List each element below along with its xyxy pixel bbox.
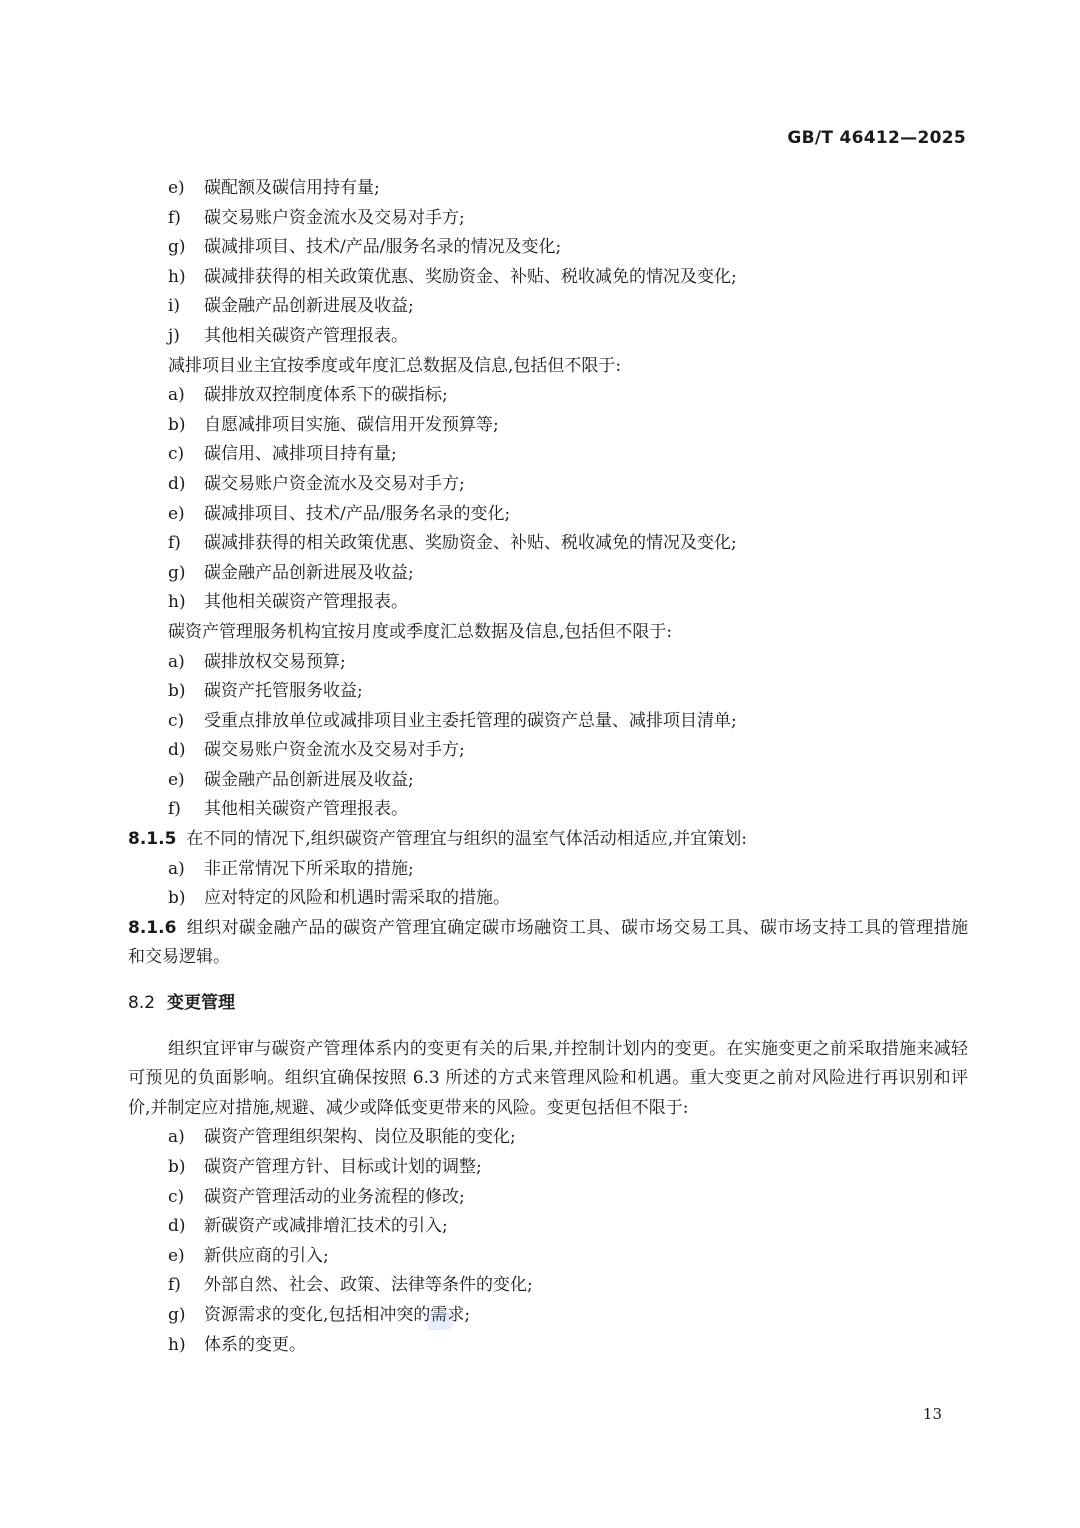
list-item <box>128 1242 968 1272</box>
list-item <box>128 677 968 707</box>
list-item-text: 碳交易账户资金流水及交易对手方; <box>204 740 465 761</box>
list-item <box>128 588 968 618</box>
watermark-icon <box>424 1306 458 1336</box>
list-item <box>128 736 968 766</box>
list-item-text: 其他相关碳资产管理报表。 <box>204 325 408 346</box>
list-item-label: b) <box>168 888 186 909</box>
list-item-text: 资源需求的变化,包括相冲突的需求; <box>204 1304 471 1325</box>
list-item <box>128 233 968 263</box>
list-item <box>128 440 968 470</box>
list-item-text: 其他相关碳资产管理报表。 <box>204 799 408 820</box>
list-item-label: g) <box>168 1304 186 1325</box>
list-item-label: j) <box>168 325 180 346</box>
list-item-label: b) <box>168 414 186 435</box>
list-item-text: 体系的变更。 <box>204 1334 306 1355</box>
clause-8-1-5 <box>128 825 968 855</box>
list-item-text: 碳减排项目、技术/产品/服务名录的变化; <box>204 503 511 524</box>
list-item-text: 其他相关碳资产管理报表。 <box>204 592 408 613</box>
clause-8-1-6 <box>128 914 968 973</box>
list-item-label: c) <box>168 1186 185 1207</box>
clause-text: 在不同的情况下,组织碳资产管理宜与组织的温室气体活动相适应,并宜策划: <box>186 829 747 850</box>
paragraph-service-agency: 碳资产管理服务机构宜按月度或季度汇总数据及信息,包括但不限于: <box>168 621 673 642</box>
list-item-text: 碳减排获得的相关政策优惠、奖励资金、补贴、税收减免的情况及变化; <box>204 533 737 554</box>
list-item-label: b) <box>168 681 186 702</box>
list-item-label: a) <box>168 385 185 406</box>
list-item <box>128 1212 968 1242</box>
list-item-text: 碳金融产品创新进展及收益; <box>204 296 414 317</box>
list-item-text: 自愿减排项目实施、碳信用开发预算等; <box>204 414 499 435</box>
list-item-label: c) <box>168 710 185 731</box>
list-item-label: e) <box>168 769 185 790</box>
list-item-label: d) <box>168 473 186 494</box>
list-item <box>128 1301 968 1331</box>
list-item-text: 碳配额及碳信用持有量; <box>204 178 380 198</box>
list-item <box>128 707 968 737</box>
clause-text: 组织对碳金融产品的碳资产管理宜确定碳市场融资工具、碳市场交易工具、碳市场支持工具的管理措施和交易逻辑。 <box>128 917 968 968</box>
list-item <box>128 411 968 441</box>
list-group-5 <box>128 1123 968 1360</box>
list-item-text: 碳金融产品创新进展及收益; <box>204 562 414 583</box>
list-item <box>128 381 968 411</box>
list-item-label: a) <box>168 858 185 879</box>
list-item <box>128 1153 968 1183</box>
list-item-label: f) <box>168 799 181 820</box>
list-item <box>128 470 968 500</box>
list-item-label: b) <box>168 1157 186 1177</box>
list-item-text: 碳交易账户资金流水及交易对手方; <box>204 473 465 494</box>
list-item-label: d) <box>168 740 186 761</box>
list-item-label: h) <box>168 592 186 613</box>
list-item <box>128 795 968 825</box>
clause-number: 8.1.6 <box>128 917 177 938</box>
clause-number: 8.1.5 <box>128 829 177 850</box>
list-item-text: 碳资产管理组织架构、岗位及职能的变化; <box>204 1127 516 1148</box>
list-item <box>128 1271 968 1301</box>
list-item-label: e) <box>168 178 185 198</box>
list-group-1 <box>128 174 968 352</box>
list-item <box>128 1183 968 1213</box>
list-item <box>128 529 968 559</box>
list-item-label: g) <box>168 562 186 583</box>
paragraph-emission-project-owner: 减排项目业主宜按季度或年度汇总数据及信息,包括但不限于: <box>168 355 622 376</box>
list-item-text: 非正常情况下所采取的措施; <box>204 858 414 879</box>
list-item-text: 新碳资产或减排增汇技术的引入; <box>204 1216 448 1237</box>
list-item-label: d) <box>168 1216 186 1237</box>
section-heading-8-2 <box>128 989 968 1019</box>
standard-code: GB/T 46412—2025 <box>787 128 966 148</box>
list-item-text: 碳金融产品创新进展及收益; <box>204 769 414 790</box>
list-item-text: 外部自然、社会、政策、法律等条件的变化; <box>204 1275 533 1296</box>
list-item-text: 碳信用、减排项目持有量; <box>204 444 397 465</box>
list-item <box>128 204 968 234</box>
list-item-label: a) <box>168 651 185 672</box>
list-item <box>128 263 968 293</box>
list-item-text: 受重点排放单位或减排项目业主委托管理的碳资产总量、减排项目清单; <box>204 710 737 731</box>
list-item-label: f) <box>168 533 181 554</box>
list-item <box>128 322 968 352</box>
list-group-2 <box>128 381 968 618</box>
list-item <box>128 1123 968 1153</box>
list-group-3 <box>128 648 968 826</box>
list-item-text: 应对特定的风险和机遇时需采取的措施。 <box>204 888 510 909</box>
page-content <box>128 174 968 1360</box>
list-item-text: 碳资产管理活动的业务流程的修改; <box>204 1186 465 1207</box>
list-item-text: 碳交易账户资金流水及交易对手方; <box>204 207 465 228</box>
list-item <box>128 559 968 589</box>
section-number: 8.2 <box>128 993 156 1014</box>
page-number: 13 <box>922 1405 942 1423</box>
list-item-text: 新供应商的引入; <box>204 1245 329 1266</box>
list-item <box>128 500 968 530</box>
list-item-label: c) <box>168 444 185 465</box>
list-item <box>128 884 968 914</box>
list-group-4 <box>128 855 968 914</box>
section-title: 变更管理 <box>167 993 236 1014</box>
list-item-label: f) <box>168 207 181 228</box>
list-item <box>128 174 968 204</box>
list-item <box>128 648 968 678</box>
list-item-label: g) <box>168 237 186 258</box>
list-item-label: e) <box>168 1245 185 1266</box>
list-item <box>128 766 968 796</box>
list-item-text: 碳排放权交易预算; <box>204 651 346 672</box>
list-item-text: 碳减排项目、技术/产品/服务名录的情况及变化; <box>204 237 562 258</box>
list-item-label: h) <box>168 1334 186 1355</box>
list-item-label: i) <box>168 296 181 317</box>
list-item <box>128 855 968 885</box>
list-item <box>128 1331 968 1361</box>
list-item-label: h) <box>168 266 186 287</box>
list-item-text: 碳资产托管服务收益; <box>204 681 363 702</box>
list-item-text: 碳资产管理方针、目标或计划的调整; <box>204 1157 482 1177</box>
list-item-label: e) <box>168 503 185 524</box>
list-item-label: f) <box>168 1275 181 1296</box>
list-item-label: a) <box>168 1127 185 1148</box>
list-item <box>128 292 968 322</box>
list-item-text: 碳排放双控制度体系下的碳指标; <box>204 385 448 406</box>
list-item-text: 碳减排获得的相关政策优惠、奖励资金、补贴、税收减免的情况及变化; <box>204 266 737 287</box>
section-8-2-paragraph: 组织宜评审与碳资产管理体系内的变更有关的后果,并控制计划内的变更。在实施变更之前采取措施来减轻可预见的负面影响。组织宜确保按照 6.3 所述的方式来管理风险和机遇。重大变更之前对风险进行再识别和评价,并制定应对措施,规避、减少或降低变更带来的风险。变更包括但不限于: <box>128 1038 968 1118</box>
